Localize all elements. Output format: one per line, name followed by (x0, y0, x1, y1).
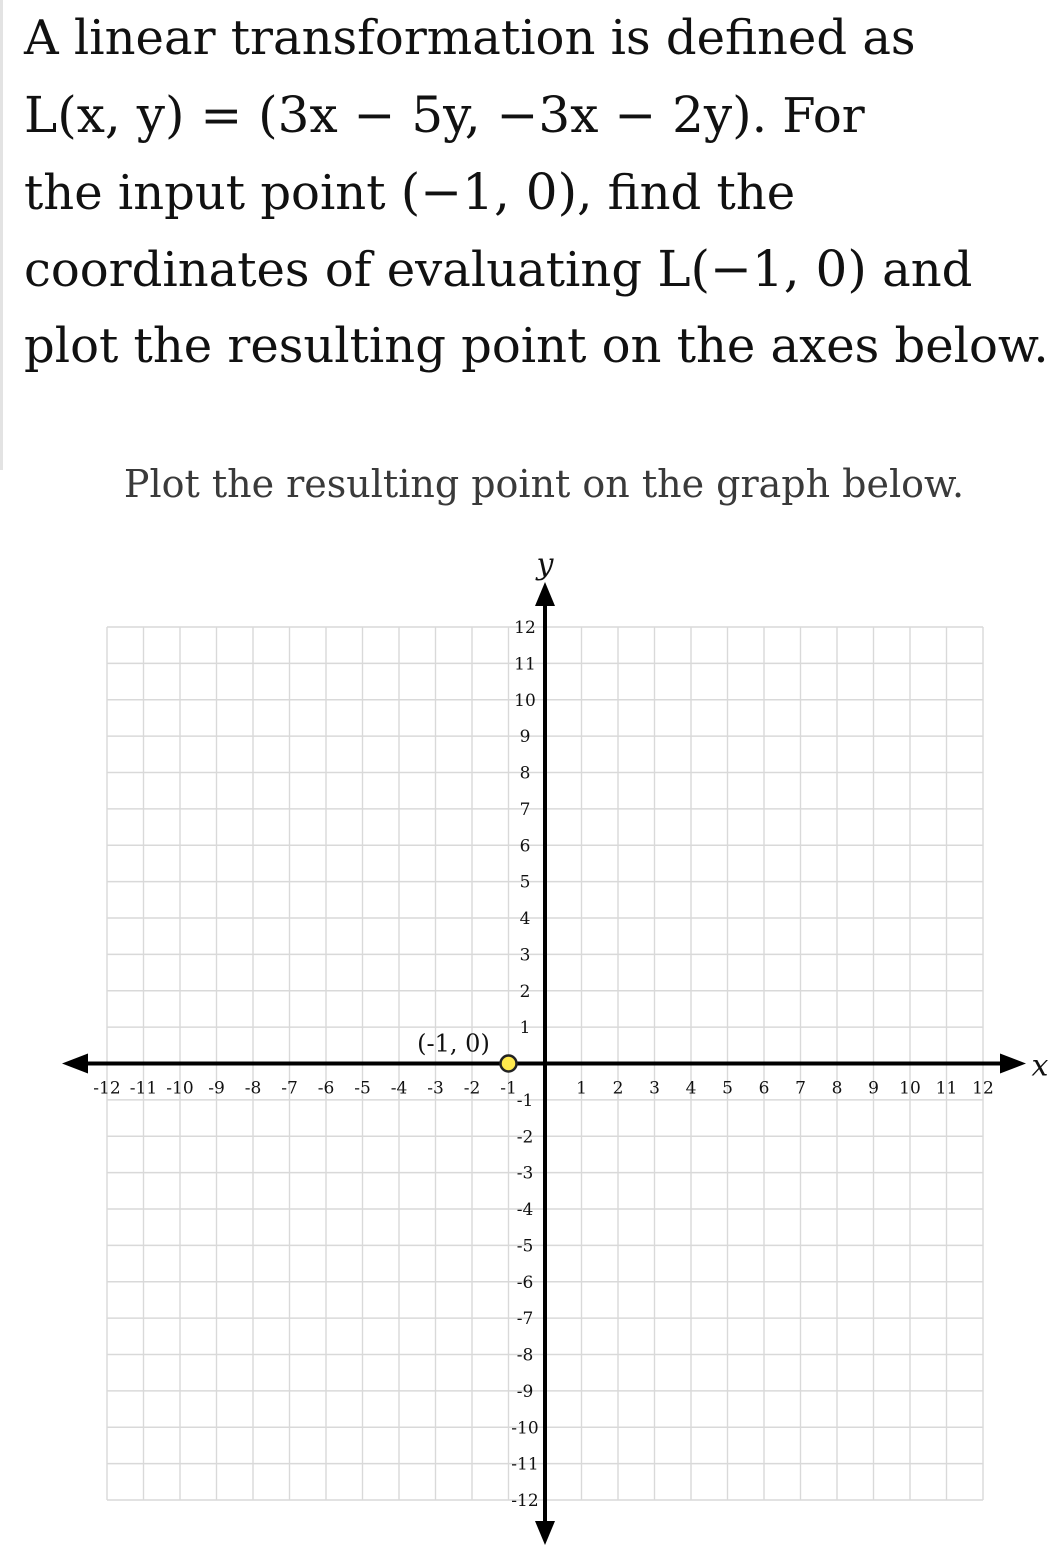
x-tick-label: -5 (354, 1078, 371, 1099)
x-tick-label: 11 (935, 1078, 958, 1099)
y-axis-down-arrow (535, 1521, 555, 1545)
x-tick-label: -2 (463, 1078, 481, 1099)
x-tick-label: 1 (576, 1078, 587, 1099)
input-point-math: (−1, 0) (400, 163, 578, 221)
problem-text: coordinates of evaluating (24, 242, 643, 298)
problem-text: . For (751, 88, 865, 144)
x-tick-label: -11 (129, 1078, 158, 1099)
evaluation-math: L(−1, 0) (657, 240, 867, 298)
x-tick-label: -6 (317, 1078, 335, 1099)
x-tick-label: -9 (208, 1078, 225, 1099)
problem-text: , find the (577, 165, 796, 221)
x-tick-label: 9 (868, 1078, 879, 1099)
transformation-formula: L(x, y) = (3x − 5y, −3x − 2y) (24, 86, 752, 144)
y-tick-label: 6 (519, 836, 531, 857)
x-tick-label: -7 (281, 1078, 298, 1099)
y-tick-label: -4 (516, 1200, 534, 1220)
y-tick-label: 9 (519, 727, 531, 748)
problem-text: plot the resulting point on the axes below. (24, 318, 1049, 374)
y-tick-label: -5 (516, 1236, 534, 1257)
y-tick-label: -9 (516, 1381, 534, 1402)
y-tick-label: -11 (511, 1454, 539, 1475)
x-tick-label: -10 (166, 1078, 194, 1099)
y-tick-label: -12 (511, 1491, 539, 1511)
y-tick-label: -3 (516, 1163, 534, 1184)
x-tick-label: -12 (93, 1078, 121, 1099)
y-axis-label: y (536, 547, 554, 582)
x-tick-label: -4 (390, 1078, 408, 1099)
x-tick-label: 3 (649, 1078, 660, 1099)
y-tick-label: -6 (516, 1272, 534, 1293)
x-tick-label: 4 (685, 1078, 697, 1099)
x-tick-label: 6 (758, 1078, 770, 1099)
x-axis-left-arrow (62, 1054, 88, 1074)
x-tick-label: 5 (722, 1078, 733, 1099)
y-tick-label: -7 (516, 1309, 534, 1330)
y-tick-label: 2 (519, 981, 531, 1002)
x-tick-label: -3 (427, 1078, 444, 1099)
x-tick-label: -1 (500, 1078, 517, 1099)
y-tick-label: 8 (519, 763, 531, 784)
x-tick-label: 7 (795, 1078, 806, 1099)
x-tick-label: 10 (899, 1078, 921, 1099)
y-tick-label: 3 (519, 945, 531, 966)
y-tick-label: 1 (519, 1018, 531, 1039)
y-tick-label: -8 (516, 1345, 534, 1366)
y-axis-up-arrow (535, 582, 555, 606)
y-tick-label: 10 (514, 690, 536, 711)
x-tick-label: 12 (972, 1078, 994, 1099)
y-tick-label: -1 (516, 1090, 534, 1111)
problem-text: and (882, 242, 973, 298)
y-tick-label: 4 (519, 909, 531, 929)
y-tick-label: 5 (519, 872, 531, 893)
x-tick-label: 2 (612, 1078, 624, 1099)
y-tick-label: 12 (514, 618, 536, 638)
point-coordinate-label: (-1, 0) (417, 1029, 490, 1058)
problem-text: A linear transformation is defined as (24, 10, 916, 66)
x-axis-right-arrow (1000, 1054, 1026, 1074)
y-tick-label: -2 (516, 1127, 534, 1148)
graph-instruction: Plot the resulting point on the graph below. (123, 462, 965, 506)
y-tick-label: 7 (519, 799, 531, 820)
x-tick-label: 8 (831, 1078, 843, 1099)
y-tick-label: 11 (514, 654, 536, 675)
draggable-point-handle[interactable] (501, 1056, 517, 1072)
y-tick-label: -10 (511, 1418, 539, 1439)
x-axis-label: x (1031, 1048, 1049, 1084)
problem-text: the input point (24, 165, 386, 221)
x-tick-label: -8 (244, 1078, 262, 1099)
